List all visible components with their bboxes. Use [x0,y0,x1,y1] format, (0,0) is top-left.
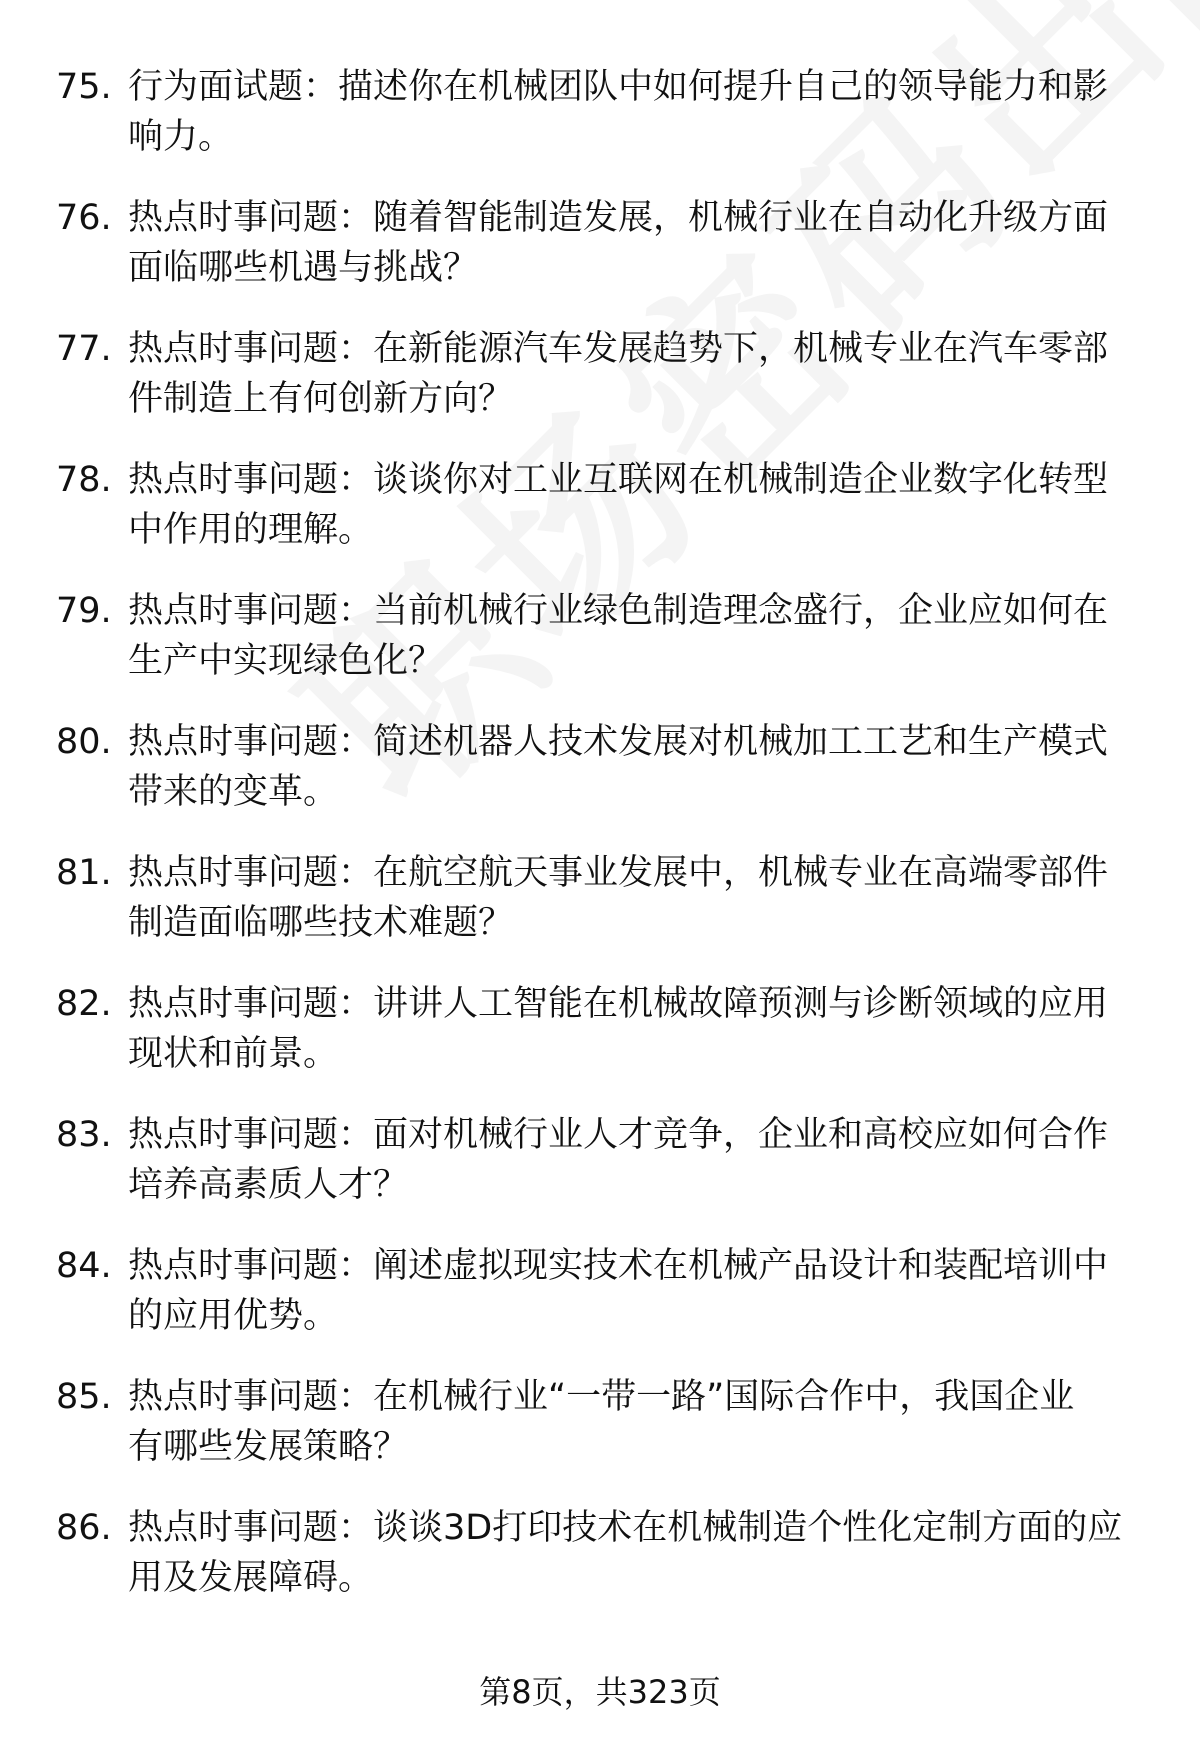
question-item [0,324,1200,455]
question-number: 80. [56,722,112,762]
question-text: 热点时事问题：谈谈你对工业互联网在机械制造企业数字化转型 中作用的理解。 [128,460,1109,550]
question-item [0,586,1200,717]
question-text: 热点时事问题：在新能源汽车发展趋势下，机械专业在汽车零部 件制造上有何创新方向？ [128,329,1109,419]
question-item [0,193,1200,324]
question-item [0,848,1200,979]
question-text: 热点时事问题：随着智能制造发展，机械行业在自动化升级方面 面临哪些机遇与挑战？ [128,198,1109,288]
question-item [0,455,1200,586]
page-number-label: 第8页，共323页 [479,1673,721,1711]
question-text: 热点时事问题：谈谈3D打印技术在机械制造个性化定制方面的应 用及发展障碍。 [128,1508,1123,1598]
question-number: 75. [56,67,112,107]
question-text: 热点时事问题：简述机器人技术发展对机械加工工艺和生产模式 带来的变革。 [128,722,1109,812]
question-number: 78. [56,460,112,500]
question-number: 79. [56,591,112,631]
question-text: 热点时事问题：在机械行业“一带一路”国际合作中，我国企业 有哪些发展策略？ [128,1377,1075,1467]
question-number: 76. [56,198,112,238]
question-item [0,62,1200,193]
question-number: 84. [56,1246,112,1286]
question-text: 热点时事问题：面对机械行业人才竞争，企业和高校应如何合作 培养高素质人才？ [128,1115,1109,1205]
question-item [0,1110,1200,1241]
question-item [0,717,1200,848]
question-item [0,1503,1200,1634]
question-number: 82. [56,984,112,1024]
question-item [0,979,1200,1110]
question-text: 热点时事问题：当前机械行业绿色制造理念盛行，企业应如何在 生产中实现绿色化？ [128,591,1109,681]
question-text: 热点时事问题：阐述虚拟现实技术在机械产品设计和装配培训中 的应用优势。 [128,1246,1109,1336]
page-footer [0,1672,1200,1712]
question-number: 83. [56,1115,112,1155]
question-text: 热点时事问题：讲讲人工智能在机械故障预测与诊断领域的应用 现状和前景。 [128,984,1109,1074]
question-number: 86. [56,1508,112,1548]
question-text: 热点时事问题：在航空航天事业发展中，机械专业在高端零部件 制造面临哪些技术难题？ [128,853,1109,943]
question-text: 行为面试题：描述你在机械团队中如何提升自己的领导能力和影 响力。 [128,67,1109,157]
question-number: 81. [56,853,112,893]
question-number: 77. [56,329,112,369]
question-number: 85. [56,1377,112,1417]
question-item [0,1241,1200,1372]
question-item [0,1372,1200,1503]
question-list [0,62,1200,1634]
